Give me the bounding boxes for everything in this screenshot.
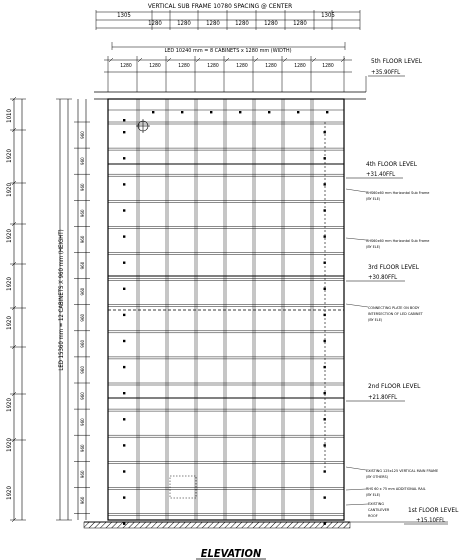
cabinet-marker (181, 111, 183, 113)
cabinet-marker (324, 340, 326, 342)
note-line: CANTILEVER (368, 507, 390, 512)
floor-level-elevation: +35.90FFL (371, 69, 401, 76)
spacing-label: 1280 (293, 20, 307, 27)
note-line: (BY ELE) (366, 244, 381, 249)
cabinet-height-label: 960 (81, 444, 86, 453)
cabinet-marker (123, 496, 125, 498)
cabinet-marker (123, 288, 125, 290)
note-line: RHS60x60 mm Horizontal Sub Frame (366, 190, 430, 195)
spacing-label: 1280 (177, 20, 191, 27)
spacing-label: 1280 (264, 20, 278, 27)
cabinet-width-label: 1280 (294, 63, 306, 69)
floor-level-name: 5th FLOOR LEVEL (371, 57, 422, 65)
led-height-dimension: LED 15360 mm = 12 CABINETS X 960 mm (HEIGHT) (58, 229, 65, 371)
cabinet-width-label: 1280 (322, 63, 334, 69)
cabinet-marker (123, 418, 125, 420)
cabinet-marker (123, 470, 125, 472)
note-line: (BY OTHERS) (366, 474, 389, 479)
floor-height-label: 1920 (6, 277, 13, 291)
floor-height-label: 1920 (6, 229, 13, 243)
cabinet-marker (326, 111, 328, 113)
cabinet-height-label: 960 (81, 470, 86, 479)
cabinet-marker (324, 470, 326, 472)
note-line: CONNECTING PLATE ON BODY (368, 305, 420, 310)
floor-height-labels (6, 109, 13, 500)
cabinet-marker (324, 496, 326, 498)
left-dimension-chain (14, 99, 86, 520)
floor-height-label: 1010 (6, 109, 13, 123)
floor-level-name: 1st FLOOR LEVEL (408, 506, 459, 514)
cabinet-marker (123, 314, 125, 316)
spacing-label: 1280 (148, 20, 162, 27)
cabinet-width-labels (120, 63, 334, 69)
cabinet-height-label: 960 (81, 235, 86, 244)
spacing-label: 1280 (206, 20, 220, 27)
cabinet-height-labels (80, 131, 86, 505)
note-line: ROOF (368, 513, 378, 518)
cabinet-height-label: 960 (81, 418, 86, 427)
floor-level-elevation: +31.40FFL (366, 171, 396, 178)
floor-level-5th (366, 57, 423, 92)
cabinet-height-label: 960 (81, 496, 86, 505)
cabinet-height-label: 960 (81, 131, 86, 139)
section-callout (136, 119, 150, 133)
additional-rail-note (346, 486, 426, 497)
cabinet-marker (123, 235, 125, 237)
note-line: EXISTING 125x125 VERTICAL MAIN FRAME (366, 468, 439, 473)
floor-level-2nd (346, 382, 421, 401)
cabinet-marker (123, 209, 125, 211)
cabinet-marker (123, 183, 125, 185)
cabinet-width-label: 1280 (236, 63, 248, 69)
top-dimension-title: VERTICAL SUB FRAME 10780 SPACING @ CENTER (147, 2, 293, 10)
cabinet-marker (123, 366, 125, 368)
cabinet-height-label: 960 (81, 287, 86, 296)
door-opening (170, 476, 196, 498)
cabinet-marker (123, 157, 125, 159)
floor-height-label: 1920 (6, 486, 13, 500)
floor-level-elevation: +21.80FFL (368, 394, 398, 401)
floor-level-name: 4th FLOOR LEVEL (366, 160, 417, 168)
floor-height-label: 1920 (6, 398, 13, 412)
note-line: INTERSECTION OF LED CABINET (368, 311, 423, 316)
floor-height-label: 1920 (6, 149, 13, 163)
sub-frame-note-2 (346, 238, 429, 249)
existing-canopy-note (346, 501, 390, 518)
ground-line (84, 522, 448, 528)
spacing-label: 1280 (235, 20, 249, 27)
cabinet-marker (123, 392, 125, 394)
floor-height-label: 1920 (6, 183, 13, 197)
cabinet-marker (152, 111, 154, 113)
floor-height-label: 1920 (6, 438, 13, 452)
cabinet-height-label: 960 (81, 339, 86, 348)
cabinet-width-label: 1280 (178, 63, 190, 69)
cabinet-height-label: 960 (81, 313, 86, 322)
drawing-title: ELEVATION (200, 547, 262, 560)
cabinet-marker (123, 444, 125, 446)
cabinet-marker (123, 262, 125, 264)
connecting-plate-note (346, 304, 424, 322)
edge-dimension-right: 1305 (321, 12, 335, 19)
cabinet-width-label: 1280 (149, 63, 161, 69)
led-width-dimension: LED 10240 mm = 8 CABINETS x 1280 mm (WIDTH) (164, 48, 292, 54)
floor-level-3rd (346, 263, 420, 281)
cabinet-width-label: 1280 (120, 63, 132, 69)
floor-level-name: 2nd FLOOR LEVEL (368, 382, 421, 390)
cabinet-height-label: 960 (81, 392, 86, 400)
floor-slab-top (94, 92, 366, 99)
cabinet-marker (123, 119, 125, 121)
cabinet-marker (268, 111, 270, 113)
existing-frame-note (346, 467, 438, 479)
note-line: (BY ELE) (368, 317, 383, 322)
cabinet-marker (297, 111, 299, 113)
cabinet-height-label: 960 (81, 209, 86, 218)
note-line: (BY ELE) (366, 492, 381, 497)
floor-level-elevation: +30.80FFL (368, 274, 398, 281)
cabinet-width-label: 1280 (265, 63, 277, 69)
led-cabinet-grid (108, 99, 344, 525)
note-line: RHS60x60 mm Horizontal Sub Frame (366, 238, 430, 243)
cabinet-marker (123, 131, 125, 133)
note-line: EXISTING (368, 501, 384, 506)
floor-level-name: 3rd FLOOR LEVEL (368, 263, 419, 271)
floor-level-1st (404, 506, 459, 524)
floor-level-elevation: +15.10FFL (416, 517, 446, 524)
cabinet-height-label: 960 (81, 261, 86, 270)
cabinet-marker (123, 340, 125, 342)
cabinet-marker (210, 111, 212, 113)
top-dimension-chain (96, 12, 360, 72)
floor-level-4th (346, 160, 418, 178)
cabinet-height-label: 960 (81, 157, 86, 166)
cabinet-marker (239, 111, 241, 113)
edge-dimension-left: 1305 (117, 12, 131, 19)
cabinet-width-label: 1280 (207, 63, 219, 69)
floor-height-label: 1920 (6, 316, 13, 330)
sub-frame-note-1 (346, 189, 429, 201)
cabinet-height-label: 960 (81, 366, 86, 374)
note-line: RHS 60 x 75 mm ADDITIONAL RAIL (366, 486, 426, 491)
cabinet-height-label: 960 (81, 183, 86, 192)
note-line: (BY ELE) (366, 196, 381, 201)
